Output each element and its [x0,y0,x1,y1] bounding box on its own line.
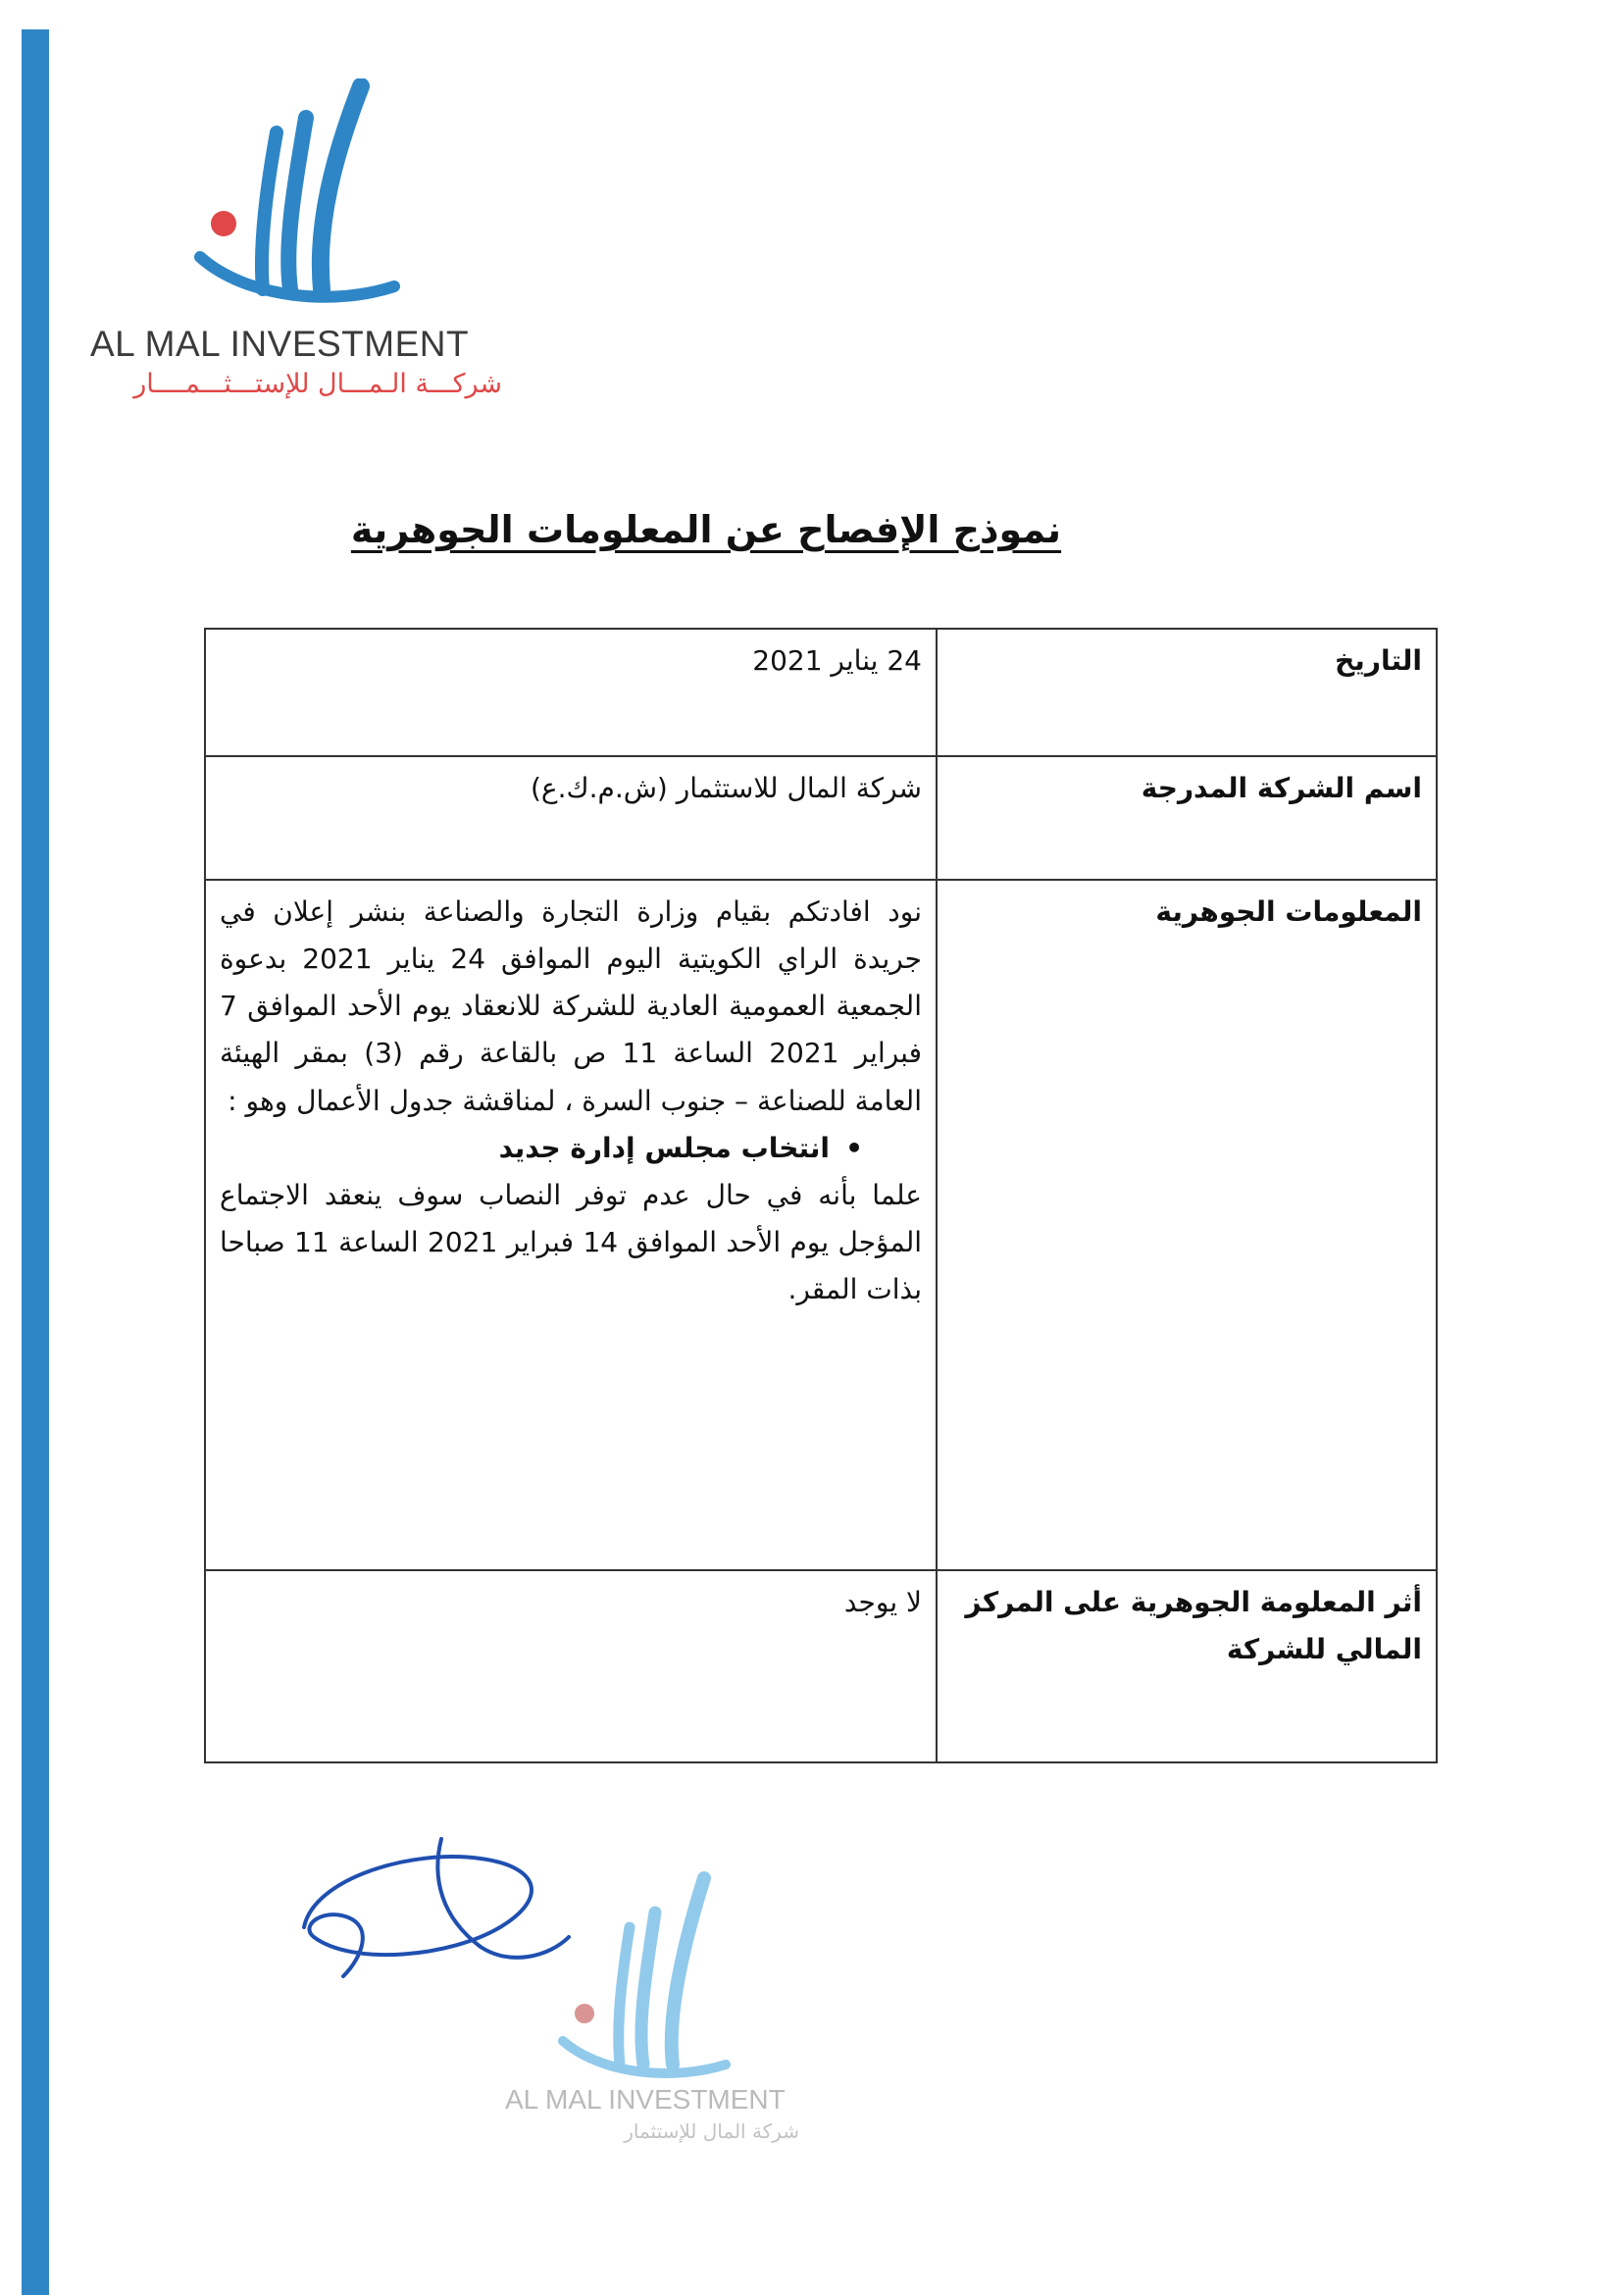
material-info-cell [205,880,937,1570]
agenda-item: انتخاب مجلس إدارة جديد [498,1131,830,1164]
document-title: نموذج الإفصاح عن المعلومات الجوهرية [350,508,1062,551]
logo-name-ar: شركـــة الـمـــال للإستـــثـــمــــار [133,369,502,399]
date-label: التاريخ [937,629,1437,756]
material-info-paragraph: نود افادتكم بقيام وزارة التجارة والصناعة بنشر إعلان في جريدة الراي الكويتية اليوم الموافق 24 يناير 2021 بدعوة الجمعية العمومية العادية للشركة للانعقاد يوم الأحد الموافق 7 فبراير 2021 الساعة 11 ص بالقاعة رقم (3) بمقر الهيئة العامة للصناعة – جنوب السرة ، لمناقشة جدول الأعمال وهو : [220,895,923,1117]
stamp-name-en: AL MAL INVESTMENT [505,2084,786,2115]
financial-impact-value: لا يوجد [205,1570,937,1762]
logo-mark-icon [169,78,404,314]
financial-impact-label: أثر المعلومة الجوهرية على المركز المالي للشركة [937,1570,1437,1762]
table-row [205,880,1437,1570]
table-row [205,1570,1437,1762]
logo-name-en: AL MAL INVESTMENT [90,324,470,364]
date-value: 24 يناير 2021 [205,629,937,756]
agenda-bullet [220,1125,922,1172]
company-stamp [495,1868,809,2153]
material-info-label: المعلومات الجوهرية [937,880,1437,1570]
company-name-value: شركة المال للاستثمار (ش.م.ك.ع) [205,756,937,880]
bullet-icon: • [845,1131,863,1164]
company-logo [90,78,502,412]
table-row [205,629,1437,756]
stamp-logo-icon [539,1868,736,2084]
disclosure-table [204,628,1438,1763]
stamp-name-ar: شركة المال للإستثمار [624,2119,799,2143]
page-side-bar [22,29,49,2295]
quorum-note: علما بأنه في حال عدم توفر النصاب سوف ينعقد الاجتماع المؤجل يوم الأحد الموافق 14 فبراير 2021 الساعة 11 صباحا بذات المقر. [220,1178,923,1306]
table-row [205,756,1437,880]
company-name-label: اسم الشركة المدرجة [937,756,1437,880]
